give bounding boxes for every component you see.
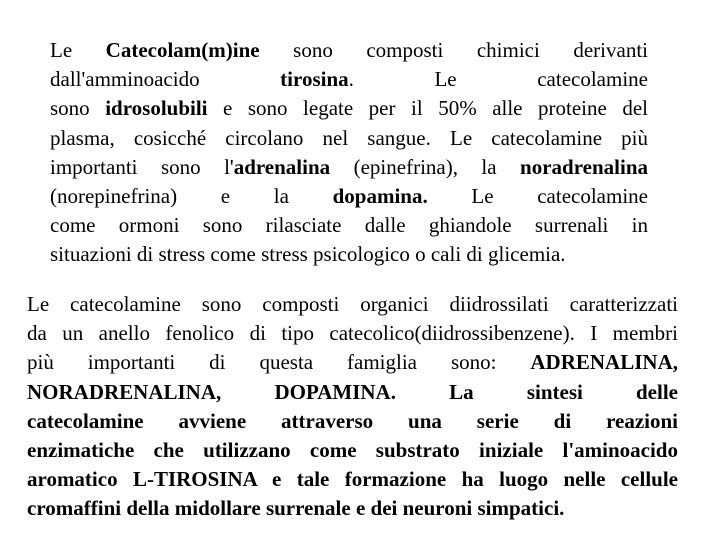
text-run: (epinefrina), la	[330, 154, 521, 179]
text-run: . Le catecolamine	[348, 67, 648, 92]
paragraph-catecolamine-synthesis	[27, 290, 678, 524]
text-run: (norepinefrina) e la	[50, 184, 333, 209]
text-line	[50, 65, 648, 94]
text-run: situazioni di stress come stress psicologico o cali di glicemia.	[50, 242, 566, 267]
bold-term: adrenalina	[233, 154, 331, 179]
text-run: sono composti chimici derivanti	[259, 38, 648, 62]
bold-term: enzimatiche che utilizzano come substrato iniziale l'aminoacido	[27, 438, 678, 463]
bold-term: idrosolubili	[105, 96, 208, 121]
text-line	[50, 211, 648, 240]
text-line	[50, 94, 648, 123]
text-run: sono	[50, 96, 106, 121]
bold-term: tirosina	[280, 67, 349, 92]
paragraph-catecolamine-intro	[50, 36, 648, 270]
text-run: come ormoni sono rilasciate dalle ghiandole surrenali in	[50, 213, 648, 238]
text-line	[27, 319, 678, 348]
text-line	[50, 240, 648, 269]
text-line	[27, 436, 678, 465]
bold-term: aromatico L-TIROSINA e tale formazione ha luogo nelle cellule	[27, 467, 678, 492]
text-line	[27, 378, 678, 407]
text-run: da un anello fenolico di tipo catecolico(diidrossibenzene). I membri	[27, 321, 678, 346]
text-line	[50, 182, 648, 211]
text-line	[27, 348, 678, 377]
bold-term: ADRENALINA,	[530, 350, 678, 375]
text-line	[27, 465, 678, 494]
text-line	[27, 407, 678, 436]
text-line	[50, 36, 648, 65]
bold-term: catecolamine avviene attraverso una serie di reazioni	[27, 408, 678, 433]
text-line	[50, 124, 648, 153]
text-run: plasma, cosicché circolano nel sangue. Le catecolamine più	[50, 125, 648, 150]
bold-term: noradrenalina	[520, 154, 648, 179]
bold-term: dopamina.	[332, 184, 428, 209]
bold-term: Catecolam(m)ine	[105, 38, 260, 62]
text-run: più importanti di questa famiglia sono:	[27, 350, 531, 375]
text-line	[27, 290, 678, 319]
bold-term: cromaffini della midollare surrenale e dei neuroni simpatici.	[27, 496, 565, 521]
text-run: e sono legate per il 50% alle proteine del	[207, 96, 648, 121]
text-run: Le	[50, 38, 106, 62]
text-run: dall'amminoacido	[50, 67, 281, 92]
text-line	[27, 494, 678, 523]
text-run: importanti sono l'	[50, 154, 234, 179]
bold-term: NORADRENALINA, DOPAMINA. La sintesi delle	[27, 379, 678, 404]
text-run: Le catecolamine	[427, 184, 648, 209]
text-run: Le catecolamine sono composti organici diidrossilati caratterizzati	[27, 292, 678, 316]
text-line	[50, 153, 648, 182]
